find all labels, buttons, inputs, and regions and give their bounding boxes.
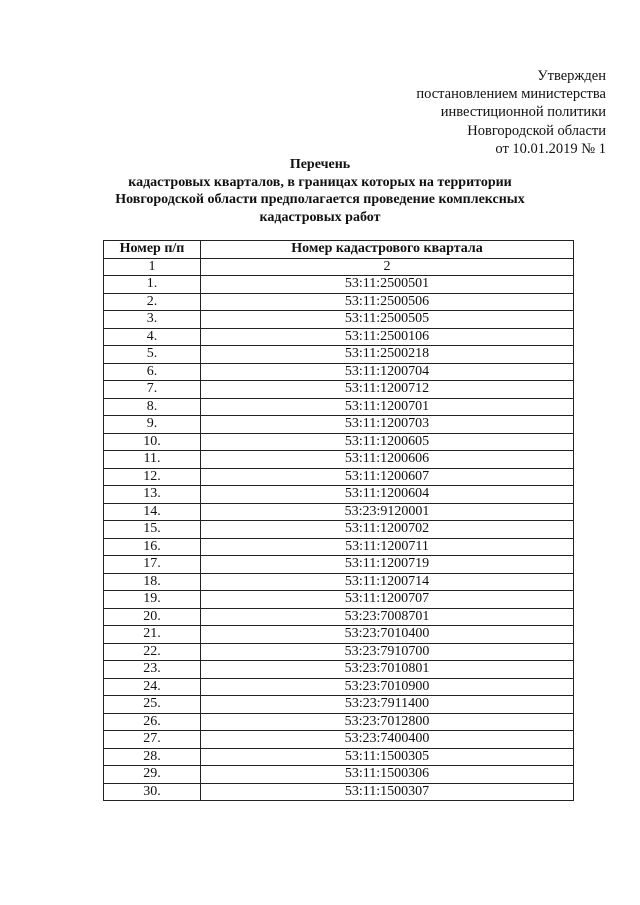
table-row: [104, 398, 574, 416]
table-row: [104, 433, 574, 451]
title-line: Новгородской области предполагается проведение комплексных: [115, 192, 525, 208]
cadastral-number-cell: 53:11:1200606: [201, 451, 574, 469]
cadastral-number-cell: 53:23:7910700: [201, 643, 574, 661]
row-number-cell: 30.: [104, 783, 201, 801]
approval-line: постановлением министерства: [416, 86, 606, 103]
cadastral-number-cell: 53:11:2500501: [201, 276, 574, 294]
table-row: [104, 643, 574, 661]
table-row: [104, 276, 574, 294]
table-row: [104, 696, 574, 714]
header-row-number: Номер п/п: [104, 241, 201, 259]
table-row: [104, 556, 574, 574]
table-row: [104, 783, 574, 801]
cadastral-number-cell: 53:11:1200714: [201, 573, 574, 591]
row-number-cell: 18.: [104, 573, 201, 591]
approval-line: от 10.01.2019 № 1: [495, 140, 606, 157]
table-row: [104, 293, 574, 311]
cadastral-number-cell: 53:23:7010400: [201, 626, 574, 644]
row-number-cell: 22.: [104, 643, 201, 661]
row-number-cell: 2.: [104, 293, 201, 311]
approval-line: Новгородской области: [467, 122, 606, 139]
cadastral-number-cell: 53:11:1200702: [201, 521, 574, 539]
approval-line: Утвержден: [537, 68, 606, 84]
table-row: [104, 766, 574, 784]
table-row: [104, 626, 574, 644]
row-number-cell: 11.: [104, 451, 201, 469]
row-number-cell: 17.: [104, 556, 201, 574]
row-number-cell: 26.: [104, 713, 201, 731]
cadastral-number-cell: 53:11:2500506: [201, 293, 574, 311]
cadastral-number-cell: 53:11:1500307: [201, 783, 574, 801]
row-number-cell: 27.: [104, 731, 201, 749]
column-number: 2: [201, 258, 574, 276]
title-line: кадастровых работ: [259, 209, 381, 225]
cadastral-number-cell: 53:11:1200604: [201, 486, 574, 504]
row-number-cell: 12.: [104, 468, 201, 486]
cadastral-number-cell: 53:11:1200701: [201, 398, 574, 416]
row-number-cell: 24.: [104, 678, 201, 696]
cadastral-number-cell: 53:23:9120001: [201, 503, 574, 521]
header-cadastral-number: Номер кадастрового квартала: [201, 241, 574, 259]
cadastral-number-cell: 53:11:1200712: [201, 381, 574, 399]
row-number-cell: 19.: [104, 591, 201, 609]
cadastral-quarters-table: [103, 240, 574, 801]
cadastral-number-cell: 53:23:7010801: [201, 661, 574, 679]
table-row: [104, 328, 574, 346]
cadastral-number-cell: 53:23:7400400: [201, 731, 574, 749]
row-number-cell: 6.: [104, 363, 201, 381]
row-number-cell: 3.: [104, 311, 201, 329]
row-number-cell: 28.: [104, 748, 201, 766]
table-row: [104, 713, 574, 731]
row-number-cell: 14.: [104, 503, 201, 521]
row-number-cell: 21.: [104, 626, 201, 644]
table-row: [104, 678, 574, 696]
table-row: [104, 538, 574, 556]
cadastral-number-cell: 53:23:7911400: [201, 696, 574, 714]
cadastral-number-cell: 53:23:7008701: [201, 608, 574, 626]
cadastral-number-cell: 53:23:7010900: [201, 678, 574, 696]
table-body: [104, 276, 574, 801]
row-number-cell: 13.: [104, 486, 201, 504]
table-row: [104, 416, 574, 434]
row-number-cell: 10.: [104, 433, 201, 451]
cadastral-number-cell: 53:11:1500306: [201, 766, 574, 784]
row-number-cell: 1.: [104, 276, 201, 294]
title-line: кадастровых кварталов, в границах которых на территории: [128, 174, 512, 190]
table-row: [104, 381, 574, 399]
cadastral-number-cell: 53:11:2500106: [201, 328, 574, 346]
row-number-cell: 29.: [104, 766, 201, 784]
table-row: [104, 661, 574, 679]
row-number-cell: 5.: [104, 346, 201, 364]
column-number: 1: [104, 258, 201, 276]
row-number-cell: 20.: [104, 608, 201, 626]
title-line: Перечень: [289, 157, 351, 172]
table-row: [104, 503, 574, 521]
cadastral-number-cell: 53:11:2500505: [201, 311, 574, 329]
table-row: [104, 486, 574, 504]
table-row: [104, 451, 574, 469]
table-row: [104, 311, 574, 329]
cadastral-number-cell: 53:11:1200607: [201, 468, 574, 486]
column-numbers-row: [104, 258, 574, 276]
approval-block: [416, 67, 606, 158]
row-number-cell: 4.: [104, 328, 201, 346]
cadastral-number-cell: 53:11:1200605: [201, 433, 574, 451]
table-row: [104, 608, 574, 626]
table-row: [104, 346, 574, 364]
row-number-cell: 8.: [104, 398, 201, 416]
row-number-cell: 7.: [104, 381, 201, 399]
table-row: [104, 521, 574, 539]
cadastral-number-cell: 53:11:1200719: [201, 556, 574, 574]
document-title: [0, 156, 640, 226]
row-number-cell: 25.: [104, 696, 201, 714]
table-row: [104, 363, 574, 381]
table-row: [104, 591, 574, 609]
table-row: [104, 731, 574, 749]
approval-line: инвестиционной политики: [440, 104, 606, 121]
cadastral-number-cell: 53:23:7012800: [201, 713, 574, 731]
cadastral-number-cell: 53:11:1200707: [201, 591, 574, 609]
row-number-cell: 23.: [104, 661, 201, 679]
cadastral-number-cell: 53:11:2500218: [201, 346, 574, 364]
cadastral-number-cell: 53:11:1500305: [201, 748, 574, 766]
row-number-cell: 9.: [104, 416, 201, 434]
table-row: [104, 748, 574, 766]
table-header-row: [104, 241, 574, 259]
table-row: [104, 573, 574, 591]
row-number-cell: 15.: [104, 521, 201, 539]
cadastral-number-cell: 53:11:1200703: [201, 416, 574, 434]
table-row: [104, 468, 574, 486]
row-number-cell: 16.: [104, 538, 201, 556]
cadastral-number-cell: 53:11:1200711: [201, 538, 574, 556]
cadastral-number-cell: 53:11:1200704: [201, 363, 574, 381]
